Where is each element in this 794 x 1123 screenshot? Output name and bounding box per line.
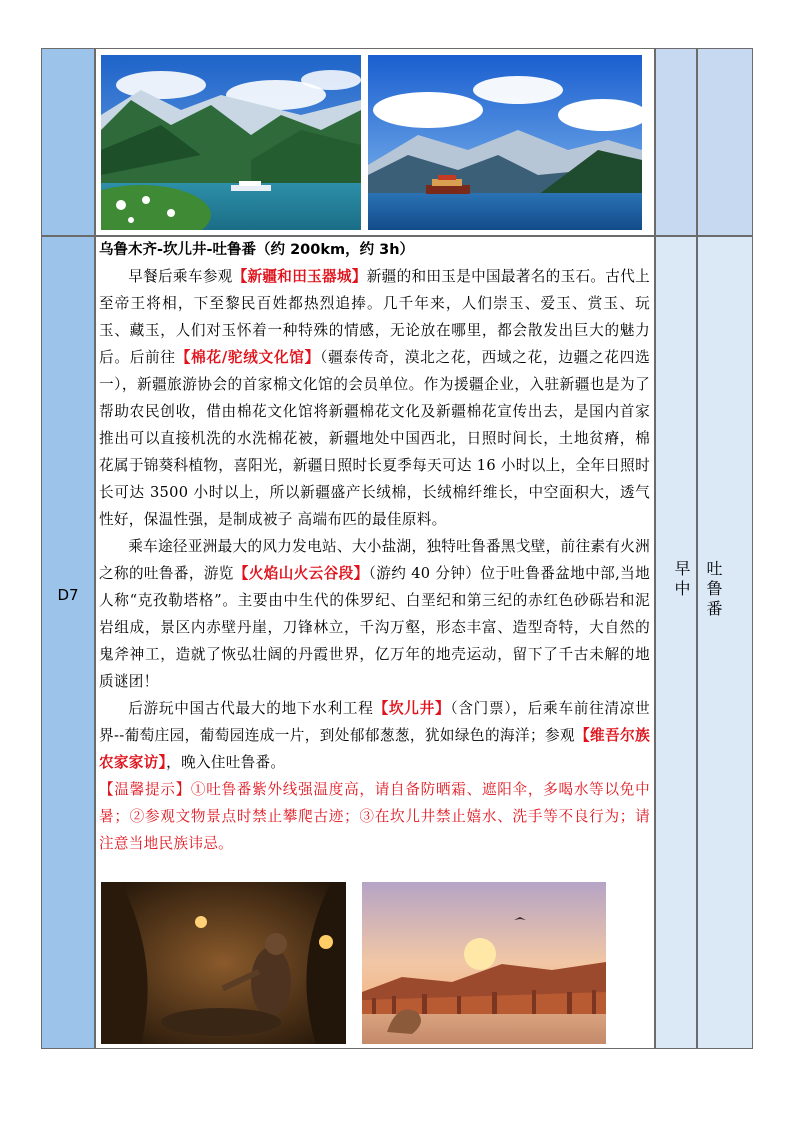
paragraph-2	[99, 533, 650, 695]
flaming-mountain-sunset-icon	[362, 882, 606, 1044]
text-span: ，晚入住吐鲁番。	[166, 754, 286, 771]
flaming-mountain-photo	[362, 882, 606, 1044]
tianchi-lake-red-boat-icon	[368, 55, 642, 230]
highlight-uyghur-home-visit: 【维吾尔族农家家访】	[99, 727, 650, 771]
text-span: 后游玩中国古代最大的地下水利工程	[128, 700, 374, 717]
day-cell	[41, 236, 95, 1049]
meal-cell	[655, 236, 697, 1049]
text-span: 乘车途径亚洲最大的风力发电站、大小盐湖，独特吐鲁番黑戈壁，前往素有火洲之称的吐鲁番，游览	[99, 538, 650, 582]
paragraph-1	[99, 263, 650, 533]
highlight-flaming-mountain: 【火焰山火云谷段】	[233, 565, 369, 582]
highlight-jade-market: 【新疆和田玉器城】	[232, 268, 367, 285]
text-span: （疆泰传奇，漠北之花，西域之花，边疆之花四选一），新疆旅游协会的首家棉文化馆的会员单位。作为援疆企业，入驻新疆也是为了帮助农民创收，借由棉花文化馆将新疆棉花文化及新疆棉花宣传出去，是国内首家推出可以直接机洗的水洗棉花被，新疆地处中国西北，日照时间长，土地贫瘠，棉花属于锦葵科植物，喜阳光，新疆日照时长夏季每天可达 16 小时以上，全年日照时长可达 3500 小时以上，所以新疆盛产长绒棉，长绒棉纤维长，中空面积大，透气性好，保温性强，是制成被子 高端布匹的最佳原料。	[99, 349, 650, 528]
travel-tip: 【温馨提示】①吐鲁番紫外线强温度高，请自备防晒霜、遮阳伞，多喝水等以免中暑；②参观文物景点时禁止攀爬古迹；③在坎儿井禁止嬉水、洗手等不良行为；请注意当地民族讳忌。	[99, 781, 650, 852]
meal-cell-top	[655, 48, 697, 236]
text-span: （含门票），后乘车前往清凉世界--葡萄庄园，葡萄园连成一片，到处郁郁葱葱，犹如绿色的海洋；参观	[99, 700, 650, 744]
tianchi-lake-photo-1	[101, 55, 361, 230]
hotel-text: 吐鲁番	[704, 560, 723, 620]
karez-photo	[101, 882, 346, 1044]
meals-text: 早中	[672, 560, 691, 600]
hotel-cell-top	[697, 48, 753, 236]
paragraph-3	[99, 695, 650, 776]
day-description	[99, 240, 650, 857]
text-span: 早餐后乘车参观	[128, 268, 233, 285]
text-span: 新疆的和田玉是中国最著名的玉石。古代上至帝王将相，下至黎民百姓都热烈追捧。几千年来，人们崇玉、爱玉、赏玉、玩玉、藏玉，人们对玉怀着一种特殊的情感，无论放在哪里，都会散发出巨大的魅力后。后前往	[99, 268, 651, 366]
highlight-karez: 【坎儿井】	[373, 700, 451, 717]
text-span: （游约 40 分钟）位于吐鲁番盆地中部,当地人称“克孜勒塔格”。主要由中生代的侏罗纪、白垩纪和第三纪的赤红色砂砾岩和泥岩组成，景区内赤壁丹崖，刀锋林立，千沟万壑，形态丰富、造型奇特，大自然的鬼斧神工，造就了恢弘壮阔的丹霞世界，亿万年的地壳运动，留下了千古未解的地质谜团！	[99, 565, 650, 690]
karez-tunnel-statue-icon	[101, 882, 346, 1044]
highlight-cotton-museum: 【棉花/驼绒文化馆】	[175, 349, 321, 366]
day-label: D7	[57, 586, 79, 604]
day-cell-top	[41, 48, 95, 236]
tianchi-lake-boat-white-icon	[101, 55, 361, 230]
tianchi-lake-photo-2	[368, 55, 642, 230]
route-title: 乌鲁木齐-坎儿井-吐鲁番（约 200km，约 3h）	[99, 242, 415, 258]
hotel-cell	[697, 236, 753, 1049]
